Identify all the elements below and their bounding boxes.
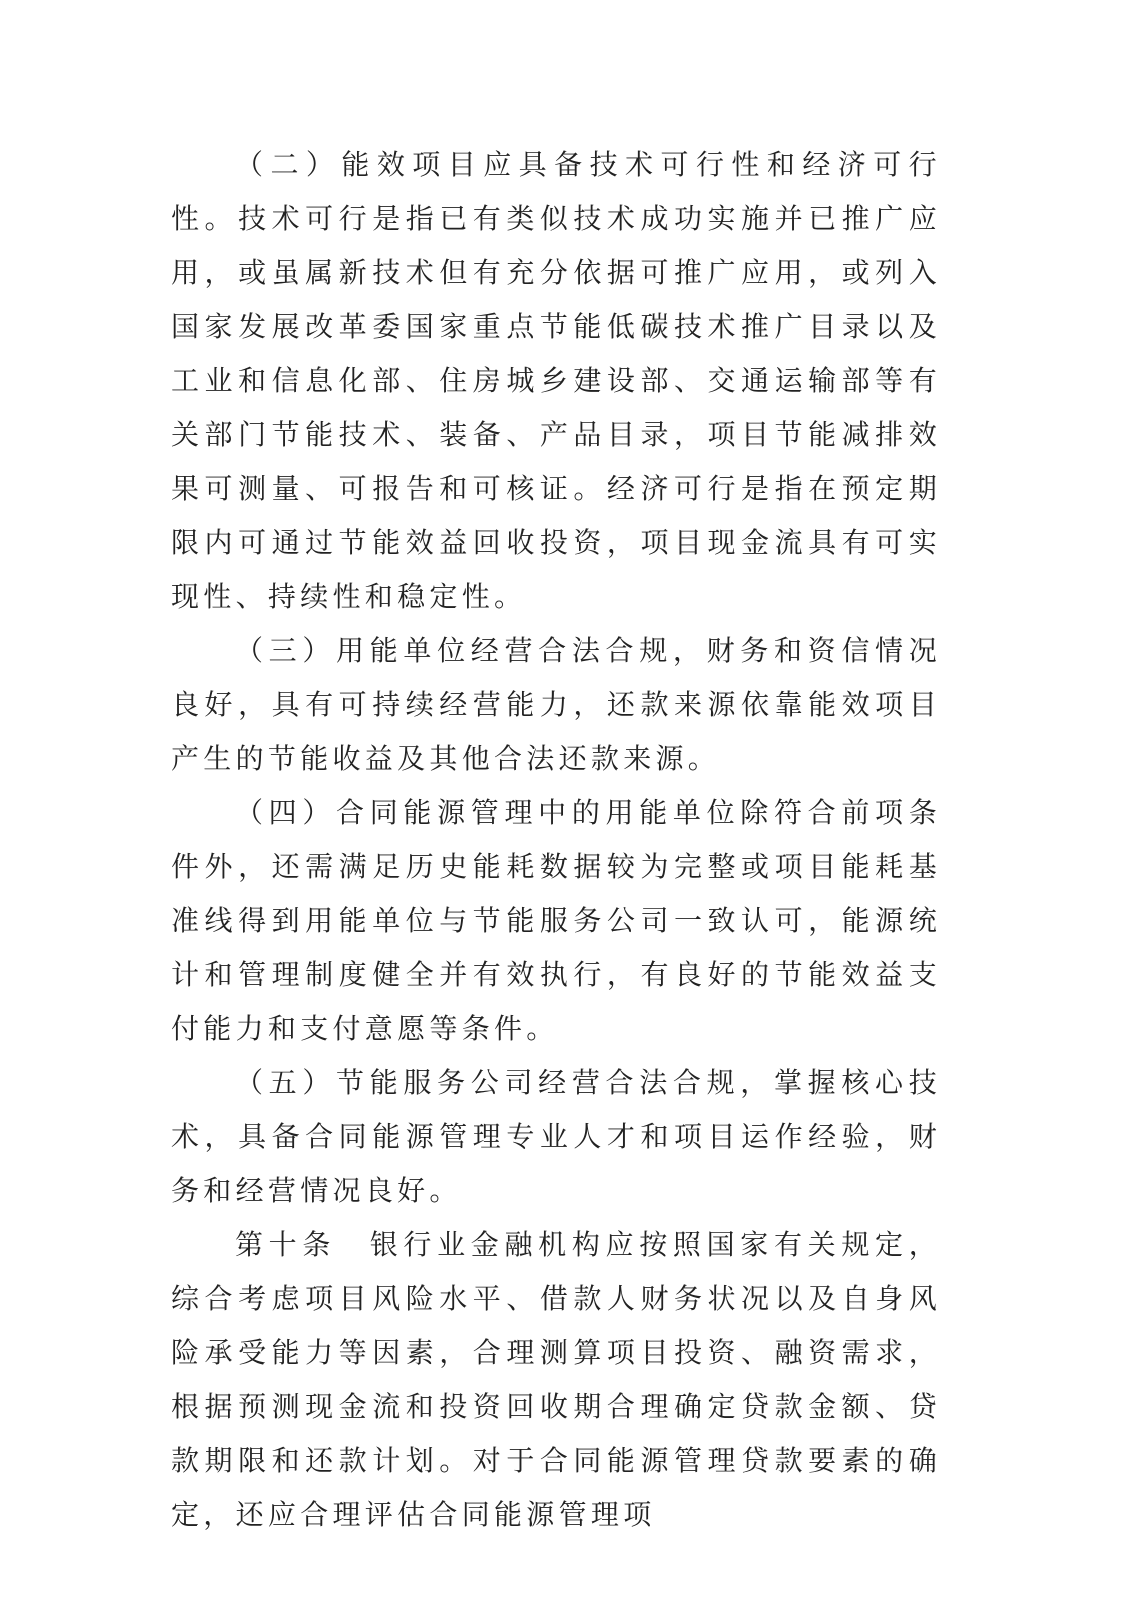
paragraph-item-5: （五）节能服务公司经营合法合规，掌握核心技术，具备合同能源管理专业人才和项目运作经验，财务和经营情况良好。 [171, 1066, 941, 1207]
document-body [171, 138, 941, 1542]
paragraph-item-2: （二）能效项目应具备技术可行性和经济可行性。技术可行是指已有类似技术成功实施并已推广应用，或虽属新技术但有充分依据可推广应用，或列入国家发展改革委国家重点节能低碳技术推广目录以及工业和信息化部、住房城乡建设部、交通运输部等有关部门节能技术、装备、产品目录，项目节能减排效果可测量、可报告和可核证。经济可行是指在预定期限内可通过节能效益回收投资，项目现金流具有可实现性、持续性和稳定性。 [171, 148, 941, 613]
paragraph-item-4: （四）合同能源管理中的用能单位除符合前项条件外，还需满足历史能耗数据较为完整或项目能耗基准线得到用能单位与节能服务公司一致认可，能源统计和管理制度健全并有效执行，有良好的节能效益支付能力和支付意愿等条件。 [171, 796, 941, 1045]
paragraph-article-10: 第十条 银行业金融机构应按照国家有关规定，综合考虑项目风险水平、借款人财务状况以及自身风险承受能力等因素，合理测算项目投资、融资需求，根据预测现金流和投资回收期合理确定贷款金额、贷款期限和还款计划。对于合同能源管理贷款要素的确定，还应合理评估合同能源管理项 [171, 1228, 941, 1531]
paragraph-item-3: （三）用能单位经营合法合规，财务和资信情况良好，具有可持续经营能力，还款来源依靠能效项目产生的节能收益及其他合法还款来源。 [171, 634, 941, 775]
